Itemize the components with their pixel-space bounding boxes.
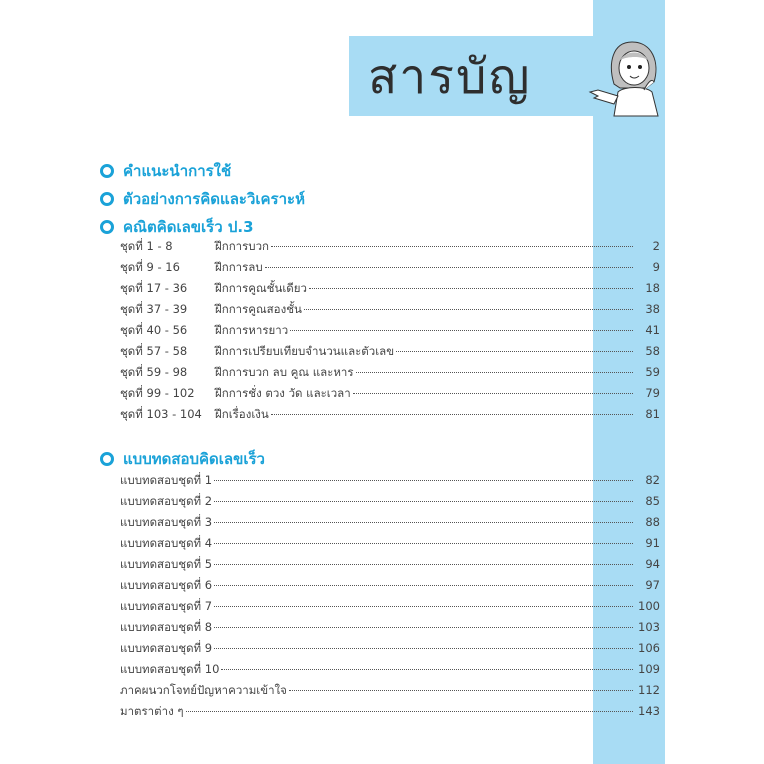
girl-pointing-illustration <box>584 34 668 118</box>
toc-row[interactable] <box>120 385 660 405</box>
dot-leader <box>271 245 633 247</box>
page-number: 38 <box>645 302 660 316</box>
set-range: ชุดที่ 59 - 98 <box>120 365 188 379</box>
test-label: แบบทดสอบชุดที่ 7 <box>120 599 213 613</box>
dot-leader <box>353 392 633 394</box>
page-number: 143 <box>638 704 660 718</box>
section-quick-test <box>100 446 265 472</box>
toc-row[interactable] <box>120 322 660 342</box>
bullet-icon <box>100 452 114 466</box>
test-label: แบบทดสอบชุดที่ 6 <box>120 578 213 592</box>
topic: ฝึกการหารยาว <box>215 323 289 337</box>
toc-row[interactable] <box>120 556 660 576</box>
topic: ฝึกการลบ <box>215 260 263 274</box>
toc-row[interactable] <box>120 619 660 639</box>
page-number: 97 <box>645 578 660 592</box>
topic: ฝึกการบวก <box>215 239 270 253</box>
page-number: 58 <box>645 344 660 358</box>
page-number: 59 <box>645 365 660 379</box>
page-number: 94 <box>645 557 660 571</box>
page-number: 85 <box>645 494 660 508</box>
page-number: 112 <box>638 683 660 697</box>
page-number: 100 <box>638 599 660 613</box>
topic: ฝึกการเปรียบเทียบจำนวนและตัวเลข <box>215 344 395 358</box>
dot-leader <box>265 266 633 268</box>
page-number: 82 <box>645 473 660 487</box>
dot-leader <box>214 626 633 628</box>
page-number: 106 <box>638 641 660 655</box>
topic: ฝึกการชั่ง ตวง วัด และเวลา <box>215 386 351 400</box>
toc-row[interactable] <box>120 703 660 723</box>
set-range: ชุดที่ 99 - 102 <box>120 386 195 400</box>
set-range: ชุดที่ 1 - 8 <box>120 239 173 253</box>
toc-row[interactable] <box>120 514 660 534</box>
set-range: ชุดที่ 103 - 104 <box>120 407 202 421</box>
toc-row[interactable] <box>120 343 660 363</box>
test-label: แบบทดสอบชุดที่ 4 <box>120 536 213 550</box>
test-label: แบบทดสอบชุดที่ 3 <box>120 515 213 529</box>
topic: ฝึกการคูณชั้นเดียว <box>215 281 307 295</box>
test-label: แบบทดสอบชุดที่ 5 <box>120 557 213 571</box>
dot-leader <box>309 287 633 289</box>
toc-row[interactable] <box>120 640 660 660</box>
toc-row[interactable] <box>120 364 660 384</box>
page-number: 81 <box>645 407 660 421</box>
section-title: คณิตคิดเลขเร็ว ป.3 <box>123 218 254 236</box>
set-range: ชุดที่ 37 - 39 <box>120 302 188 316</box>
toc-row[interactable] <box>120 406 660 426</box>
test-label: แบบทดสอบชุดที่ 8 <box>120 620 213 634</box>
toc-row[interactable] <box>120 682 660 702</box>
test-label: แบบทดสอบชุดที่ 2 <box>120 494 213 508</box>
page-number: 103 <box>638 620 660 634</box>
dot-leader <box>304 308 633 310</box>
page-number: 2 <box>652 239 660 253</box>
units-label: มาตราต่าง ๆ <box>120 704 184 718</box>
toc-row[interactable] <box>120 238 660 258</box>
topic: ฝึกการคูณสองชั้น <box>215 302 302 316</box>
set-range: ชุดที่ 40 - 56 <box>120 323 188 337</box>
dot-leader <box>356 371 633 373</box>
toc-row[interactable] <box>120 493 660 513</box>
appendix-label: ภาคผนวกโจทย์ปัญหาความเข้าใจ <box>120 683 287 697</box>
section-usage-guide <box>100 158 231 184</box>
page-number: 109 <box>638 662 660 676</box>
dot-leader <box>396 350 633 352</box>
test-label: แบบทดสอบชุดที่ 9 <box>120 641 213 655</box>
bullet-icon <box>100 164 114 178</box>
dot-leader <box>214 479 633 481</box>
section-title: ตัวอย่างการคิดและวิเคราะห์ <box>123 190 305 208</box>
page-number: 41 <box>645 323 660 337</box>
dot-leader <box>214 584 633 586</box>
dot-leader <box>289 689 633 691</box>
page-title: สารบัญ <box>368 49 532 105</box>
page-number: 9 <box>652 260 660 274</box>
test-label: แบบทดสอบชุดที่ 1 <box>120 473 213 487</box>
page-number: 91 <box>645 536 660 550</box>
dot-leader <box>221 668 633 670</box>
dot-leader <box>214 542 633 544</box>
dot-leader <box>186 710 633 712</box>
toc-row[interactable] <box>120 598 660 618</box>
bullet-icon <box>100 192 114 206</box>
section-title: คำแนะนำการใช้ <box>123 162 232 180</box>
page-number: 18 <box>645 281 660 295</box>
test-label: แบบทดสอบชุดที่ 10 <box>120 662 220 676</box>
topic: ฝึกเรื่องเงิน <box>215 407 269 421</box>
page-number: 79 <box>645 386 660 400</box>
toc-row[interactable] <box>120 661 660 681</box>
toc-row[interactable] <box>120 535 660 555</box>
bullet-icon <box>100 220 114 234</box>
set-range: ชุดที่ 57 - 58 <box>120 344 188 358</box>
dot-leader <box>214 605 633 607</box>
toc-row[interactable] <box>120 259 660 279</box>
dot-leader <box>214 500 633 502</box>
dot-leader <box>214 521 633 523</box>
toc-row[interactable] <box>120 472 660 492</box>
dot-leader <box>214 563 633 565</box>
topic: ฝึกการบวก ลบ คูณ และหาร <box>215 365 354 379</box>
toc-row[interactable] <box>120 301 660 321</box>
dot-leader <box>271 413 633 415</box>
toc-row[interactable] <box>120 577 660 597</box>
page-number: 88 <box>645 515 660 529</box>
section-title: แบบทดสอบคิดเลขเร็ว <box>123 450 265 468</box>
dot-leader <box>214 647 633 649</box>
section-analysis-example <box>100 186 305 212</box>
set-range: ชุดที่ 17 - 36 <box>120 281 188 295</box>
section-quick-math <box>100 214 254 240</box>
dot-leader <box>290 329 633 331</box>
toc-row[interactable] <box>120 280 660 300</box>
set-range: ชุดที่ 9 - 16 <box>120 260 180 274</box>
